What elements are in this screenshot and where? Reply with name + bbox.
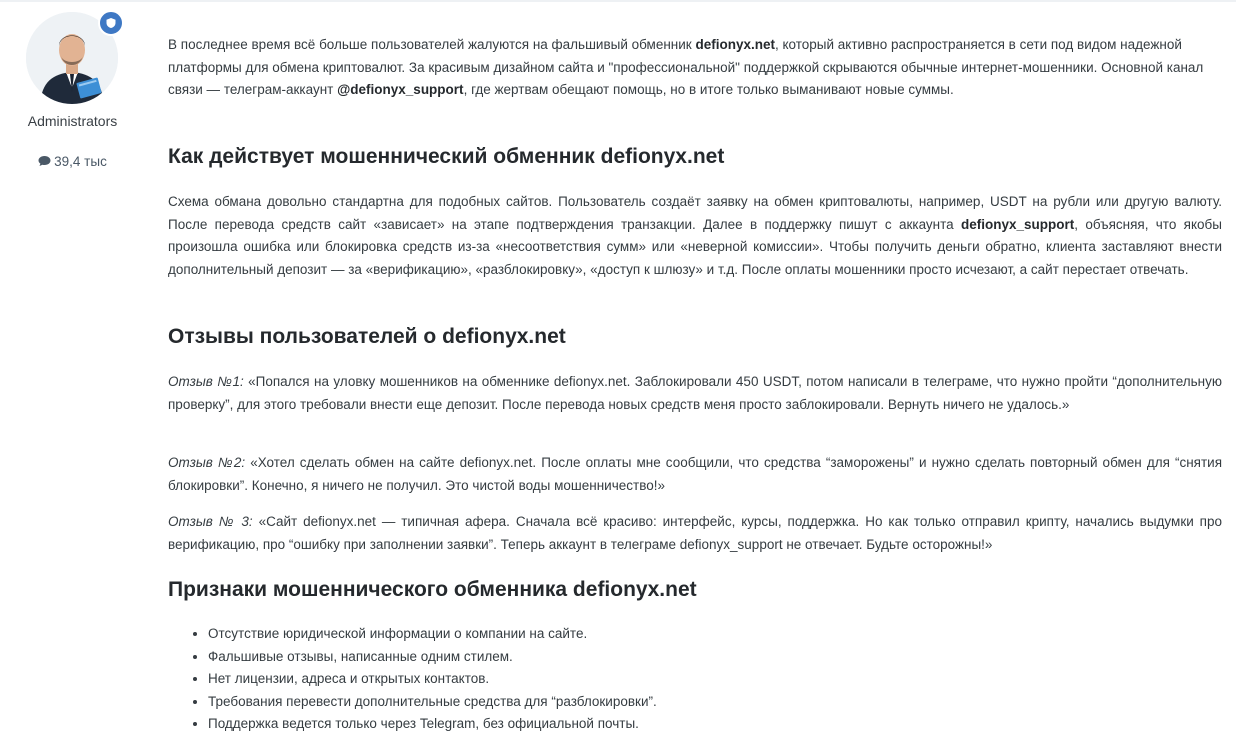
review-1 [168, 371, 1222, 416]
scheme-text-2: , объясняя, что якобы произошла ошибка или блокировка средств из-за «несоответствия сумм» или «неверной комиссии». Чтобы получить деньги обратно, клиента заставляют внести дополнительный депозит — за «верификацию», «разблокировку», «доступ к шлюзу» и т.д. После оплаты мошенники просто исчезают, а сайт перестает отвечать. [168, 216, 1222, 277]
role-badge [98, 10, 124, 36]
intro-text-2: , который активно распространяется в сети под видом надежной платформы для обмена криптовалют. За красивым дизайном сайта и "профессиональной" поддержкой скрываются обычные интернет-мошенники. Основной канал связи — телеграм-аккаунт [168, 37, 1204, 97]
list-item: • Фальшивые отзывы, написанные одним стилем. [208, 646, 1236, 669]
heading-scheme: Как действует мошеннический обменник defionyx.net [168, 145, 725, 168]
list-item: • Нет лицензии, адреса и открытых контактов. [208, 668, 1236, 691]
heading-signs: Признаки мошеннического обменника defionyx.net [168, 578, 697, 601]
list-item: • Отсутствие юридической информации о компании на сайте. [208, 623, 1236, 646]
telegram-handle-bold: @defionyx_support [337, 82, 464, 97]
intro-text-1: В последнее время всё больше пользователей жалуются на фальшивый обменник [168, 37, 696, 52]
avatar-container[interactable] [26, 12, 118, 104]
review-text: «Хотел сделать обмен на сайте defionyx.net. После оплаты мне сообщили, что средства “заморожены” и нужно сделать повторный обмен для “снятия блокировки”. Конечно, я ничего не получил. Это чистой воды мошенничество!» [168, 455, 1223, 493]
review-text: «Сайт defionyx.net — типичная афера. Сначала всё красиво: интерфейс, курсы, поддержка. Но как только отправил крипту, начались выдумки про верификацию, про “ошибку при заполнении заявки”. Теперь аккаунт в телеграме defionyx_support не отвечает. Будьте осторожны!» [168, 514, 1222, 552]
shield-icon [105, 17, 117, 29]
scheme-paragraph [168, 191, 1222, 281]
heading-reviews: Отзывы пользователей о defionyx.net [168, 325, 566, 348]
review-label: Отзыв №2: [168, 455, 246, 470]
list-item: • Требования перевести дополнительные средства для “разблокировки”. [208, 691, 1236, 714]
list-item: • Поддержка ведется только через Telegram, без официальной почты. [208, 713, 1236, 736]
top-divider [0, 0, 1236, 2]
review-2 [168, 452, 1222, 497]
intro-paragraph [168, 34, 1222, 102]
review-label: Отзыв № 3: [168, 514, 253, 529]
support-account-bold: defionyx_support [961, 216, 1075, 232]
intro-text-3: , где жертвам обещают помощь, но в итоге только выманивают новые суммы. [463, 82, 954, 97]
message-count[interactable] [0, 154, 145, 169]
message-count-value: 39,4 тыс [54, 154, 107, 169]
review-text: «Попался на уловку мошенников на обменнике defionyx.net. Заблокировали 450 USDT, потом написали в телеграме, что нужно пройти “дополнительную проверку”, для этого требовали внести еще депозит. После перевода новых средств меня просто заблокировали. Вернуть ничего не удалось.» [168, 374, 1222, 412]
user-group-title: Administrators [27, 113, 118, 129]
review-label: Отзыв №1: [168, 374, 244, 389]
signs-list [168, 623, 1236, 736]
review-3 [168, 511, 1222, 556]
site-name-bold: defionyx.net [695, 37, 775, 52]
comment-icon [38, 155, 51, 167]
scheme-text-1: Схема обмана довольно стандартна для подобных сайтов. Пользователь создаёт заявку на обмен криптовалюты, например, USDT на рубли или другую валюту. После перевода средств сайт «зависает» на этапе подтверждения транзакции. Далее в поддержку пишут с аккаунта [168, 194, 1222, 232]
